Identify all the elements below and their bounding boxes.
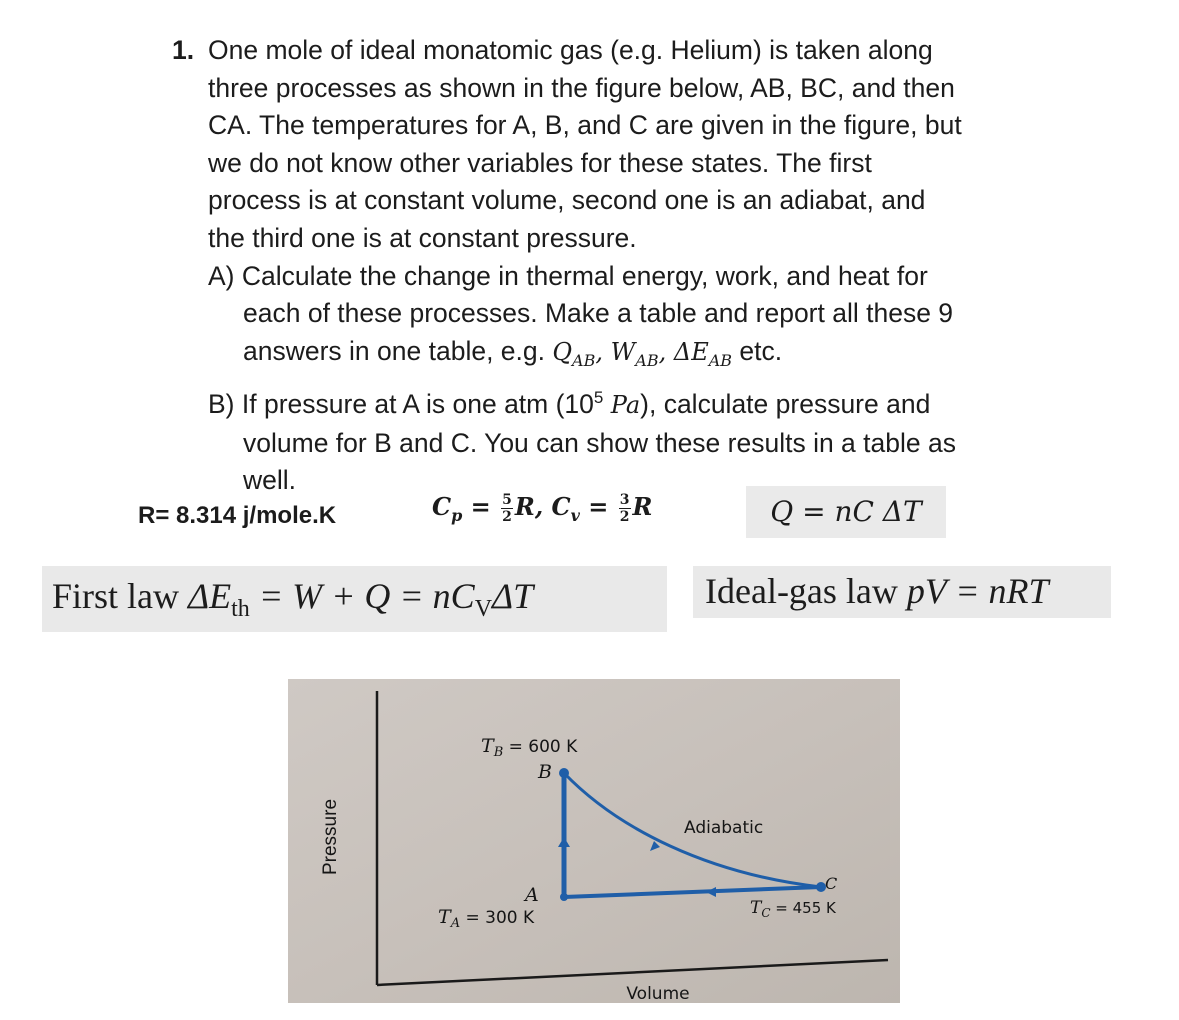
problem-number: 1.: [172, 35, 195, 65]
part-a-line-3: answers in one table, e.g. $Q_{AB}$, $W_{AB}$, $\Delta E_{AB}$ etc.: [243, 335, 783, 370]
ta-label: $T_A = 300$ K: [438, 906, 535, 931]
part-b-line-1: B) If pressure at A is one atm ($10^5$ Pa), calculate pressure and: [208, 388, 931, 419]
c-label: C: [825, 874, 838, 893]
problem-line-4: we do not know other variables for these states. The first: [208, 147, 872, 178]
problem-line-2: three processes as shown in the figure below, AB, BC, and then: [208, 72, 955, 103]
b-label: B: [538, 761, 552, 783]
constants-row: [138, 486, 958, 542]
cv-fraction: $\frac{3}{2}$: [619, 492, 630, 525]
first-law: First law $\Delta E_{th} = W + Q = nC_V\Delta T$: [42, 566, 667, 632]
ideal-gas-law: Ideal-gas law pV = nRT: [693, 566, 1111, 618]
heat-capacities: $C_p$ = $\frac{5}{2}$ R, $C_v$ = $\frac{3}{2}$ R: [432, 492, 653, 525]
problem-line-3: CA. The temperatures for A, B, and C are given in the figure, but: [208, 110, 962, 141]
problem-line-5: process is at constant volume, second one is an adiabat, and: [208, 185, 926, 216]
problem-line-1: 1. One mole of ideal monatomic gas (e.g. Helium) is taken along: [172, 32, 1072, 70]
adiabatic-label: Adiabatic: [684, 818, 764, 838]
y-axis-label: Pressure: [320, 798, 341, 876]
point-b: [559, 768, 569, 778]
tb-label: $T_B = 600$ K: [481, 735, 578, 760]
photo-background: [288, 679, 900, 1003]
laws-row: [42, 566, 1112, 632]
a-label: A: [525, 884, 539, 906]
part-b-line-3: well.: [243, 465, 297, 496]
cp-fraction: $\frac{5}{2}$: [502, 492, 512, 525]
heat-formula: Q = nC ΔT: [746, 486, 946, 538]
point-a: [560, 893, 568, 901]
q-ab-symbol: $Q_{AB}$, $W_{AB}$, $\Delta E_{AB}$: [552, 337, 733, 370]
problem-text: [172, 32, 1072, 500]
pv-diagram: [288, 679, 900, 1003]
part-a-line-1: A) Calculate the change in thermal energy, work, and heat for: [208, 260, 928, 291]
part-b-line-2: volume for B and C. You can show these results in a table as: [243, 427, 956, 458]
tc-label: $T_C = 455$ K: [750, 898, 836, 920]
part-a-line-2: each of these processes. Make a table and report all these 9: [243, 298, 954, 329]
x-axis-label: Volume: [626, 984, 690, 1003]
problem-line-6: the third one is at constant pressure.: [208, 222, 637, 253]
pv-diagram-svg: [288, 679, 900, 1003]
gas-constant: R= 8.314 j/mole.K: [138, 502, 337, 529]
